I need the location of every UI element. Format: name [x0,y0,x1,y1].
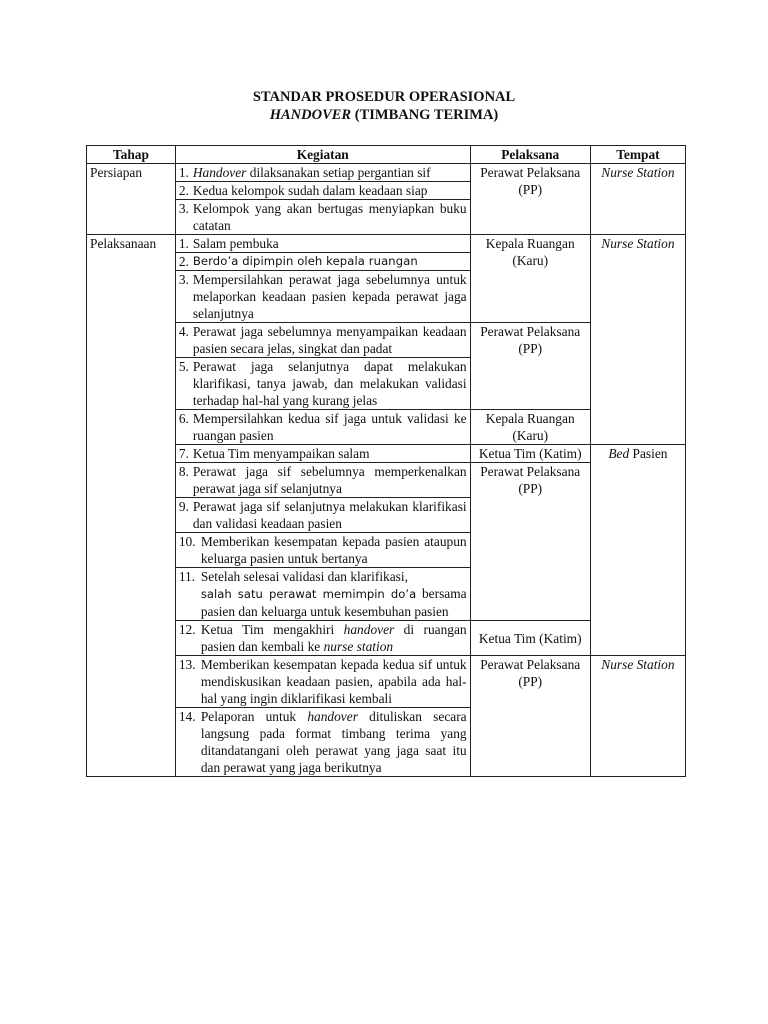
tempat-cell: Bed Pasien [590,445,685,656]
tahap-persiapan: Persiapan [87,164,176,235]
kegiatan-item: 12. Ketua Tim mengakhiri handover di ruangan pasien dan kembali ke nurse station [175,621,470,656]
tahap-pelaksanaan: Pelaksanaan [87,235,176,777]
pelaksana-cell: Kepala Ruangan (Karu) [470,410,590,445]
table-row [87,164,686,182]
document-subtitle [0,107,768,124]
pelaksana-cell: Perawat Pelaksana (PP) [470,463,590,621]
kegiatan-item: 3. Kelompok yang akan bertugas menyiapkan buku catatan [175,200,470,235]
kegiatan-item: 10. Memberikan kesempatan kepada pasien ataupun keluarga pasien untuk bertanya [175,533,470,568]
table-row [87,235,686,253]
subtitle-italic: HANDOVER [269,107,352,123]
sop-table [86,145,686,777]
header-tahap: Tahap [87,146,176,164]
pelaksana-cell: Kepala Ruangan (Karu) [470,235,590,323]
kegiatan-item: 8. Perawat jaga sif sebelumnya memperkenalkan perawat jaga sif selanjutnya [175,463,470,498]
tempat-cell: Nurse Station [590,164,685,235]
subtitle-rest: (TIMBANG TERIMA) [351,107,499,123]
kegiatan-item: 3. Mempersilahkan perawat jaga sebelumnya untuk melaporkan keadaan pasien kepada perawat jaga selanjutnya [175,271,470,323]
kegiatan-item: 7. Ketua Tim menyampaikan salam [175,445,470,463]
pelaksana-cell: Ketua Tim (Katim) [470,621,590,656]
kegiatan-item: 1. Handover dilaksanakan setiap pergantian sif [175,164,470,182]
kegiatan-item: 5. Perawat jaga selanjutnya dapat melakukan klarifikasi, tanya jawab, dan melakukan validasi terhadap hal-hal yang kurang jelas [175,358,470,410]
pelaksana-cell: Perawat Pelaksana (PP) [470,164,590,235]
kegiatan-item: 13. Memberikan kesempatan kepada kedua sif untuk mendiskusikan keadaan pasien, apabila ada hal-hal yang ingin diklarifikasi kembali [175,656,470,708]
header-row [87,146,686,164]
kegiatan-item: 9. Perawat jaga sif selanjutnya melakukan klarifikasi dan validasi keadaan pasien [175,498,470,533]
document-title: STANDAR PROSEDUR OPERASIONAL [252,89,516,105]
header-tempat: Tempat [590,146,685,164]
table-row [87,656,686,708]
kegiatan-item: 6. Mempersilahkan kedua sif jaga untuk validasi ke ruangan pasien [175,410,470,445]
kegiatan-item: 14. Pelaporan untuk handover dituliskan secara langsung pada format timbang terima yang ditandatangani oleh perawat yang jaga saat itu dan perawat yang jaga berikutnya [175,708,470,777]
header-kegiatan: Kegiatan [175,146,470,164]
kegiatan-item: 11. Setelah selesai validasi dan klarifikasi, salah satu perawat memimpin do’a bersama pasien dan keluarga untuk kesembuhan pasien [175,568,470,621]
kegiatan-item: 2. Berdo’a dipimpin oleh kepala ruangan [175,253,470,271]
tempat-cell: Nurse Station [590,235,685,445]
pelaksana-cell: Perawat Pelaksana (PP) [470,323,590,410]
pelaksana-cell: Perawat Pelaksana (PP) [470,656,590,777]
kegiatan-item: 1. Salam pembuka [175,235,470,253]
tempat-cell: Nurse Station [590,656,685,777]
kegiatan-item: 2. Kedua kelompok sudah dalam keadaan siap [175,182,470,200]
header-pelaksana: Pelaksana [470,146,590,164]
pelaksana-cell: Ketua Tim (Katim) [470,445,590,463]
kegiatan-item: 4. Perawat jaga sebelumnya menyampaikan keadaan pasien secara jelas, singkat dan padat [175,323,470,358]
table-row [87,445,686,463]
